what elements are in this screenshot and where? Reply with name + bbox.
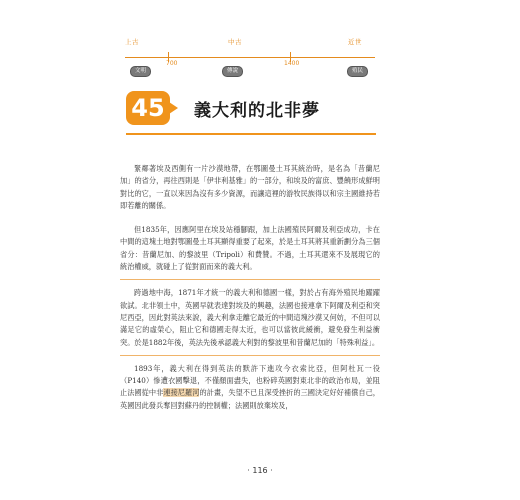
body-text (120, 163, 380, 412)
title-underline (126, 133, 376, 135)
timeline-axis (125, 57, 375, 58)
paragraph: 跨過地中海，1871年才統一的義大利和德國一樣，對於占有海外殖民地躍躍欲試。北非領土中，英國早就表達對埃及的興趣，法國也接連拿下阿爾及利亞和突尼西亞，因此對英法來說，義大利拿走離它最近的中間這塊沙漠又何妨，不但可以滿足它的虛榮心，阻止它和德國走得太近，也可以當彼此緩衝，避免發生利益衝突。於是1882年後，英法先後承認義大利對的黎波里和昔蘭尼加的「特殊利益」。 (120, 288, 380, 347)
divider (120, 279, 380, 280)
paragraph: 緊鄰著埃及西側有一片沙漠地帶，在鄂圖曼土耳其統治時，是名為「昔蘭尼加」的省分，再往西則是「伊非利基雅」的一部分，和埃及的富庶、豐饒形成鮮明對比的它，一直以來因為沒有多少資源，而讓這裡的游牧民族得以和宗主國維持若即若離的關係。 (120, 164, 380, 210)
paragraph-text: 的計畫，失望不已且深受挫折的三國決定好好補償自己，英國因此發兵奪回對蘇丹的控制權；法國則放棄埃及， (120, 388, 380, 410)
chapter-title: 義大利的北非夢 (194, 101, 320, 121)
paragraph: 但1835年，因應阿里在埃及站穩腳跟，加上法國殖民阿爾及利亞成功，卡在中間的這塊土地對鄂圖曼土耳其顯得重要了起來，於是土耳其將其重新劃分為三個省分：昔蘭尼加、的黎波里（Tripoli）和費贊。不過，土耳其還來不及展現它的統治權威，就碰上了從對面而來的義大利。 (120, 225, 380, 272)
divider (120, 355, 380, 356)
year-label: 1400 (284, 60, 300, 67)
page-number: · 116 · (247, 466, 273, 475)
era-label: 上古 (125, 38, 139, 46)
era-label: 近世 (348, 38, 362, 46)
year-label: 700 (166, 60, 178, 67)
chapter-number-badge: 45 (126, 91, 170, 125)
timeline-tag: 傳說 (222, 66, 243, 77)
highlighted-phrase: 連接尼羅河 (163, 388, 200, 398)
era-label: 中古 (228, 38, 242, 46)
paragraph (120, 363, 380, 412)
timeline (0, 0, 520, 85)
timeline-tag: 文明 (130, 66, 151, 77)
paragraph-text: 1893年，義大利在得到英法的默許下進攻今衣索比亞，但阿杜瓦一役（P140）慘遭衣國擊退，不僅顏面盡失，也粉碎英國對東北非的政治布局，並阻止法國從中非 (120, 363, 380, 398)
timeline-tag: 殖民 (347, 66, 368, 77)
paragraph-gap (120, 212, 380, 224)
